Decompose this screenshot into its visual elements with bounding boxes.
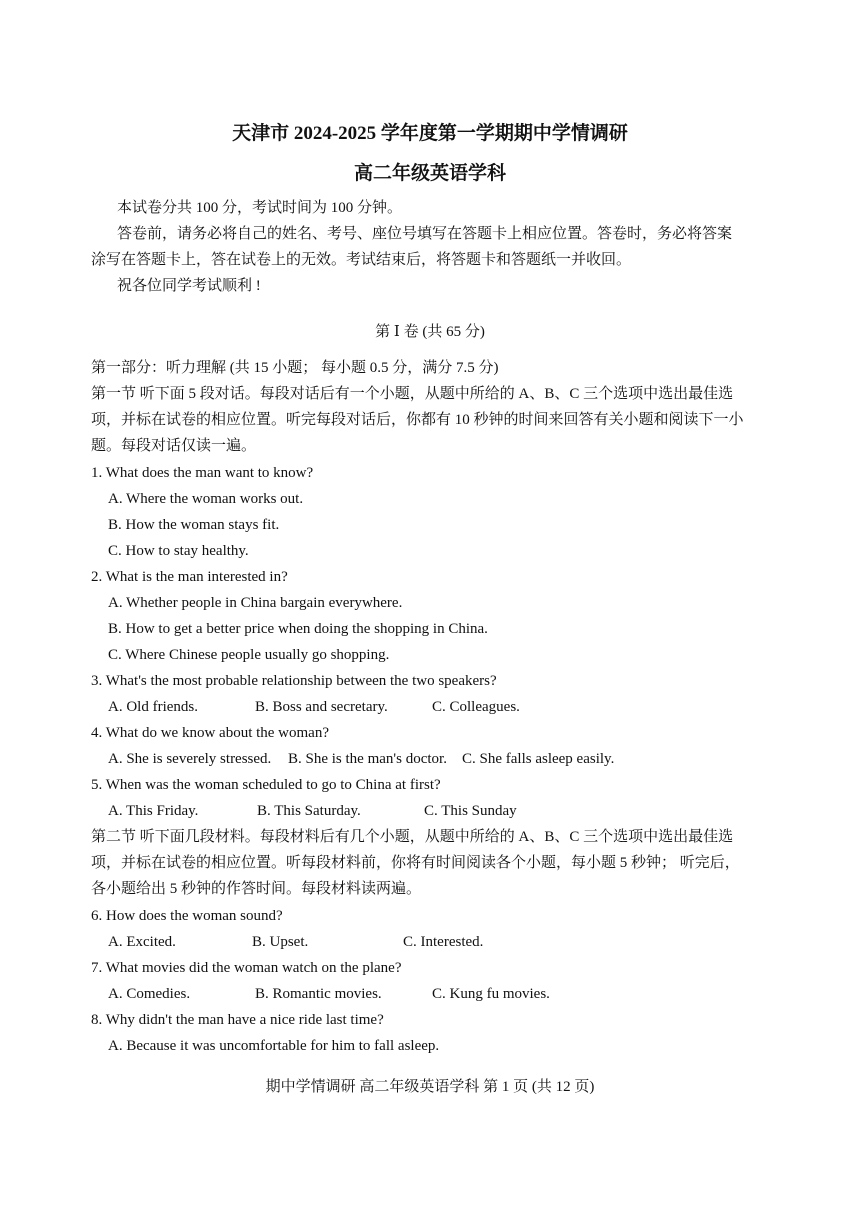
option: C. She falls asleep easily. bbox=[462, 751, 615, 767]
option: A. Excited. bbox=[108, 934, 176, 950]
option: C. Interested. bbox=[403, 934, 484, 950]
option: C. Where Chinese people usually go shopping. bbox=[108, 647, 390, 663]
intro-line: 本试卷分共 100 分，考试时间为 100 分钟。 bbox=[117, 200, 403, 216]
section-instruction: 各小题给出 5 秒钟的作答时间。每段材料读两遍。 bbox=[91, 881, 422, 897]
option: B. How the woman stays fit. bbox=[108, 517, 280, 533]
option: A. This Friday. bbox=[108, 803, 199, 819]
section-instruction: 第一节 听下面 5 段对话。每段对话后有一个小题，从题中所给的 A、B、C 三个选项中选出最佳选 bbox=[91, 386, 734, 402]
option: B. This Saturday. bbox=[257, 803, 361, 819]
question-stem: 1. What does the man want to know? bbox=[91, 465, 314, 481]
question-stem: 6. How does the woman sound? bbox=[91, 908, 283, 924]
option: C. How to stay healthy. bbox=[108, 543, 249, 559]
exam-subtitle: 高二年级英语学科 bbox=[353, 163, 506, 184]
option: B. How to get a better price when doing the shopping in China. bbox=[108, 621, 488, 637]
option: A. Where the woman works out. bbox=[108, 491, 304, 507]
option: C. Colleagues. bbox=[432, 699, 520, 715]
option: A. Comedies. bbox=[108, 986, 191, 1002]
option: B. She is the man's doctor. bbox=[288, 751, 447, 767]
exam-title: 天津市 2024-2025 学年度第一学期期中学情调研 bbox=[232, 123, 628, 144]
question-stem: 7. What movies did the woman watch on the plane? bbox=[91, 960, 402, 976]
option: B. Upset. bbox=[252, 934, 309, 950]
question-stem: 3. What's the most probable relationship between the two speakers? bbox=[91, 673, 497, 689]
question-stem: 5. When was the woman scheduled to go to China at first? bbox=[91, 777, 441, 793]
part-heading: 第一部分：听力理解 (共 15 小题； 每小题 0.5 分，满分 7.5 分) bbox=[91, 360, 499, 376]
volume-heading: 第 Ⅰ 卷 (共 65 分) bbox=[375, 324, 485, 340]
question-stem: 2. What is the man interested in? bbox=[91, 569, 288, 585]
section-instruction: 题。每段对话仅读一遍。 bbox=[91, 438, 257, 454]
section-instruction: 项，并标在试卷的相应位置。听每段材料前，你将有时间阅读各个小题，每小题 5 秒钟； 听完后， bbox=[91, 855, 740, 871]
page-footer: 期中学情调研 高二年级英语学科 第 1 页 (共 12 页) bbox=[265, 1079, 595, 1095]
option: B. Romantic movies. bbox=[255, 986, 382, 1002]
intro-line: 祝各位同学考试顺利 ! bbox=[117, 278, 261, 294]
option: C. Kung fu movies. bbox=[432, 986, 550, 1002]
option: C. This Sunday bbox=[424, 803, 517, 819]
question-stem: 4. What do we know about the woman? bbox=[91, 725, 330, 741]
section-instruction: 第二节 听下面几段材料。每段材料后有几个小题，从题中所给的 A、B、C 三个选项中选出最佳选 bbox=[91, 829, 734, 845]
question-stem: 8. Why didn't the man have a nice ride last time? bbox=[91, 1012, 384, 1028]
option: B. Boss and secretary. bbox=[255, 699, 388, 715]
intro-line: 答卷前，请务必将自己的姓名、考号、座位号填写在答题卡上相应位置。答卷时，务必将答案 bbox=[117, 226, 733, 242]
intro-line: 涂写在答题卡上，答在试卷上的无效。考试结束后，将答题卡和答题纸一并收回。 bbox=[91, 252, 632, 268]
option: A. Because it was uncomfortable for him to fall asleep. bbox=[108, 1038, 440, 1054]
option: A. Whether people in China bargain everywhere. bbox=[108, 595, 403, 611]
section-instruction: 项，并标在试卷的相应位置。听完每段对话后，你都有 10 秒钟的时间来回答有关小题和阅读下一小 bbox=[91, 412, 744, 428]
option: A. She is severely stressed. bbox=[108, 751, 272, 767]
option: A. Old friends. bbox=[108, 699, 198, 715]
